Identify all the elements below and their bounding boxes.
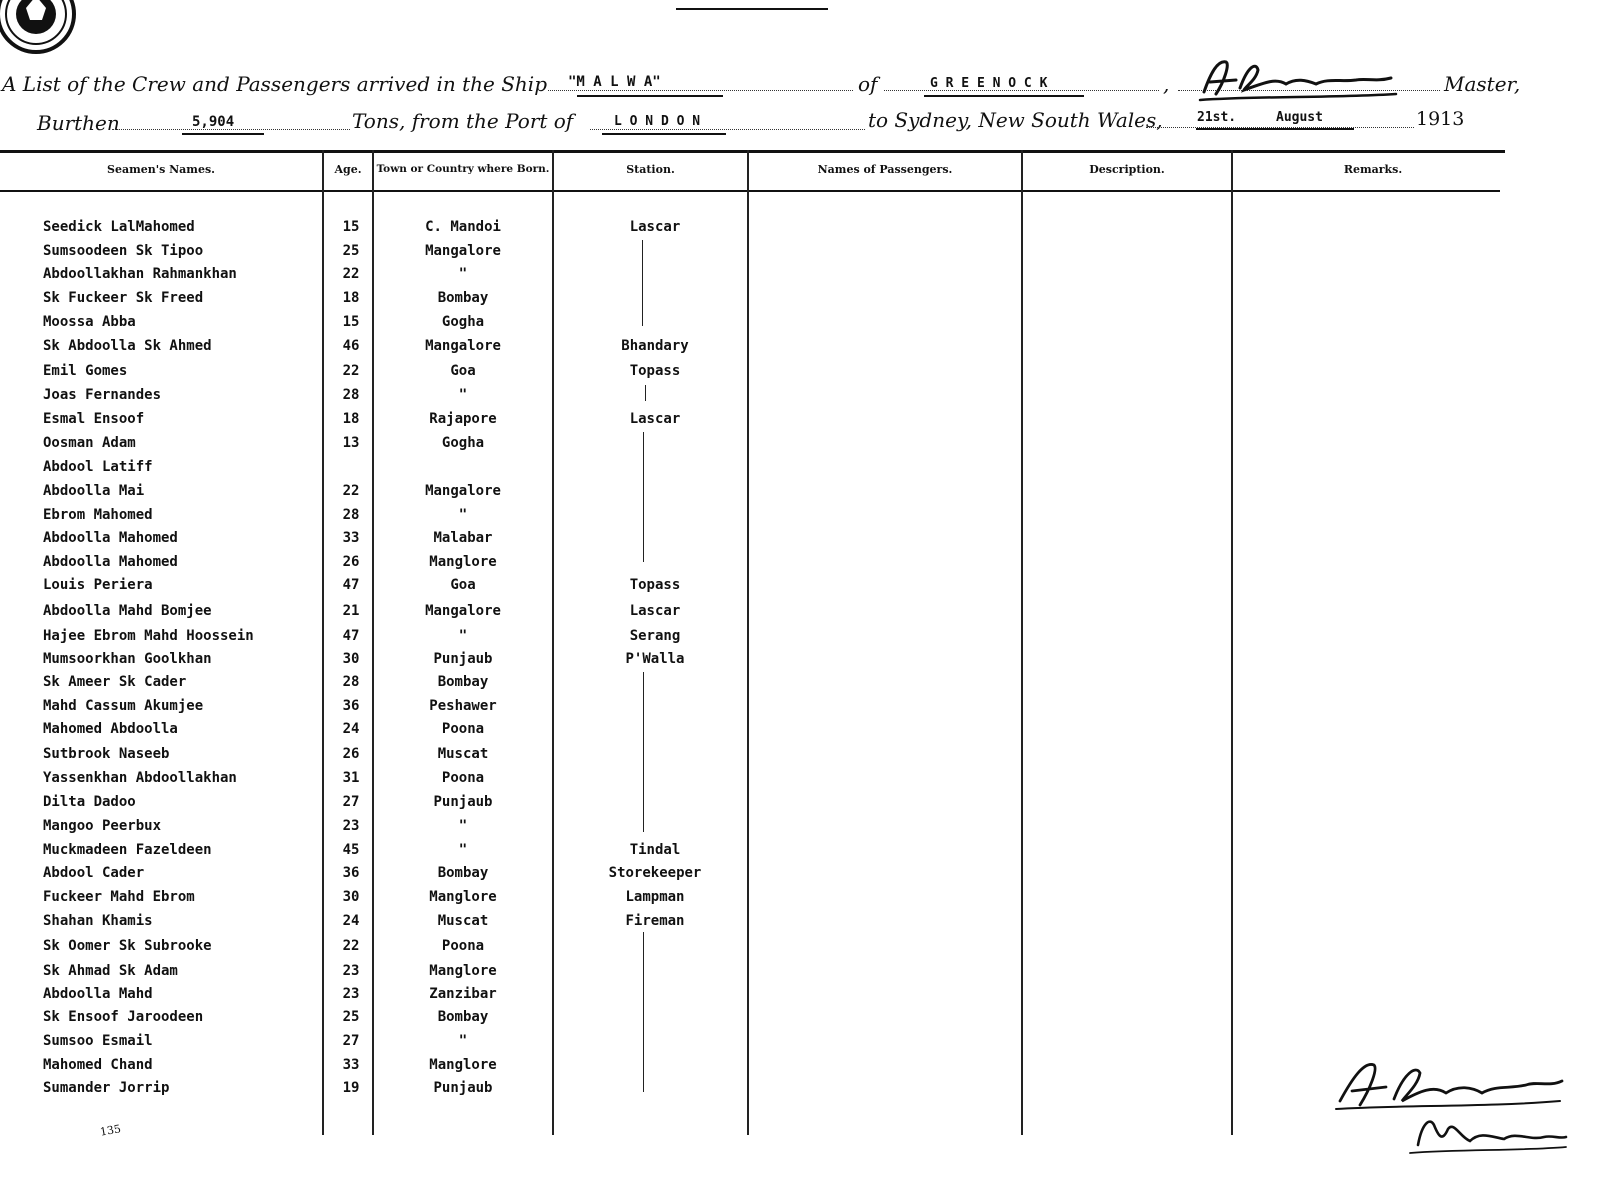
seaman-name: Ebrom Mahomed — [43, 507, 153, 523]
from-port: L O N D O N — [614, 114, 701, 129]
home-port-underline — [924, 95, 1084, 97]
birthplace: Muscat — [437, 746, 489, 762]
age: 19 — [342, 1080, 360, 1096]
master-label: Master, — [1444, 72, 1521, 96]
age: 25 — [342, 243, 360, 259]
birthplace: Punjaub — [433, 794, 493, 810]
birthplace: Goa — [450, 577, 476, 593]
master-signature-footer — [1330, 1045, 1570, 1165]
col-header-age: Age. — [334, 163, 362, 176]
age: 30 — [342, 889, 360, 905]
year: 1913 — [1416, 108, 1465, 130]
station: Lascar — [629, 603, 681, 619]
seaman-name: Sk Ameer Sk Cader — [43, 674, 187, 690]
age: 46 — [342, 338, 360, 354]
seaman-name: Sk Oomer Sk Subrooke — [43, 938, 212, 954]
birthplace: Bombay — [437, 1009, 489, 1025]
seaman-name: Moossa Abba — [43, 314, 136, 330]
birthplace: Zanzibar — [429, 986, 497, 1002]
station-ditto-line-5 — [643, 932, 644, 1092]
station: Serang — [629, 628, 681, 644]
birthplace: Poona — [441, 721, 485, 737]
age: 21 — [342, 603, 360, 619]
seaman-name: Sk Abdoolla Sk Ahmed — [43, 338, 212, 354]
seaman-name: Abdool Latiff — [43, 459, 153, 475]
birthplace: Bombay — [437, 290, 489, 306]
from-port-underline — [602, 133, 726, 135]
birthplace: Bombay — [437, 865, 489, 881]
birthplace: " — [458, 266, 468, 282]
birthplace: Punjaub — [433, 651, 493, 667]
birthplace: Mangalore — [425, 243, 501, 259]
tonnage: 5,904 — [192, 114, 235, 130]
station-ditto-line-4 — [643, 672, 644, 832]
birthplace: Muscat — [437, 913, 489, 929]
table-header-rule — [0, 190, 1500, 192]
seaman-name: Louis Periera — [43, 577, 153, 593]
col-header-passengers: Names of Passengers. — [817, 163, 953, 176]
birthplace: " — [458, 842, 468, 858]
seaman-name: Sumsoodeen Sk Tipoo — [43, 243, 204, 259]
date-underline — [1196, 128, 1354, 130]
seaman-name: Dilta Dadoo — [43, 794, 136, 810]
birthplace: C. Mandoi — [425, 219, 501, 235]
age: 25 — [342, 1009, 360, 1025]
station-ditto-line-3 — [643, 432, 644, 562]
seaman-name: Mahomed Chand — [43, 1057, 153, 1073]
birthplace: Manglore — [429, 963, 497, 979]
seaman-name: Sumsoo Esmail — [43, 1033, 153, 1049]
age: 15 — [342, 219, 360, 235]
birthplace: Manglore — [429, 889, 497, 905]
col-header-description: Description. — [1089, 163, 1165, 176]
birthplace: Mangalore — [425, 483, 501, 499]
margin-note: 135 — [99, 1122, 122, 1139]
seaman-name: Abdoolla Mahomed — [43, 530, 178, 546]
tons-from-port-label: Tons, from the Port of — [352, 109, 574, 133]
seaman-name: Abdoolla Mahd — [43, 986, 153, 1002]
birthplace: Poona — [441, 770, 485, 786]
seaman-name: Sk Ahmad Sk Adam — [43, 963, 178, 979]
seaman-name: Oosman Adam — [43, 435, 136, 451]
seaman-name: Mumsoorkhan Goolkhan — [43, 651, 212, 667]
seaman-name: Abdoolla Mahd Bomjee — [43, 603, 212, 619]
age: 26 — [342, 746, 360, 762]
age: 28 — [342, 674, 360, 690]
birthplace: Goa — [450, 363, 476, 379]
age: 18 — [342, 290, 360, 306]
seaman-name: Sutbrook Naseeb — [43, 746, 170, 762]
birthplace: Mangalore — [425, 603, 501, 619]
seaman-name: Esmal Ensoof — [43, 411, 145, 427]
seaman-name: Shahan Khamis — [43, 913, 153, 929]
age: 23 — [342, 986, 360, 1002]
seaman-name: Mahomed Abdoolla — [43, 721, 178, 737]
station: Tindal — [629, 842, 681, 858]
station: P'Walla — [625, 651, 685, 667]
age: 26 — [342, 554, 360, 570]
age: 33 — [342, 1057, 360, 1073]
master-signature-header — [1196, 52, 1406, 107]
seaman-name: Joas Fernandes — [43, 387, 162, 403]
seaman-name: Fuckeer Mahd Ebrom — [43, 889, 195, 905]
seaman-name: Sk Fuckeer Sk Freed — [43, 290, 204, 306]
age: 22 — [342, 363, 360, 379]
age: 30 — [342, 651, 360, 667]
birthplace: Rajapore — [429, 411, 497, 427]
comma: , — [1163, 72, 1170, 96]
birthplace: " — [458, 387, 468, 403]
age: 33 — [342, 530, 360, 546]
col-divider-remarks — [1231, 150, 1233, 1135]
age: 28 — [342, 387, 360, 403]
seaman-name: Abdoollakhan Rahmankhan — [43, 266, 237, 282]
age: 18 — [342, 411, 360, 427]
age: 36 — [342, 698, 360, 714]
birthplace: Peshawer — [429, 698, 497, 714]
station: Lascar — [629, 411, 681, 427]
col-header-town: Town or Country where Born. — [376, 163, 550, 175]
birthplace: Poona — [441, 938, 485, 954]
seaman-name: Yassenkhan Abdoollakhan — [43, 770, 237, 786]
birthplace: Malabar — [433, 530, 493, 546]
col-header-station: Station. — [626, 163, 675, 176]
age: 24 — [342, 913, 360, 929]
station-ditto-line-1 — [642, 240, 643, 326]
seaman-name: Muckmadeen Fazeldeen — [43, 842, 212, 858]
station: Lascar — [629, 219, 681, 235]
station: Lampman — [625, 889, 685, 905]
ship-name-dotline — [548, 90, 853, 91]
ship-name-underline — [577, 95, 723, 97]
seaman-name: Emil Gomes — [43, 363, 128, 379]
age: 22 — [342, 938, 360, 954]
birthplace: Bombay — [437, 674, 489, 690]
col-divider-station — [552, 150, 554, 1135]
seaman-name: Abdool Cader — [43, 865, 145, 881]
ship-name: "M A L W A" — [568, 74, 661, 90]
birthplace: " — [458, 507, 468, 523]
age: 13 — [342, 435, 360, 451]
tonnage-underline — [182, 133, 264, 135]
age: 47 — [342, 577, 360, 593]
age: 28 — [342, 507, 360, 523]
station: Topass — [629, 363, 681, 379]
age: 31 — [342, 770, 360, 786]
station: Bhandary — [621, 338, 689, 354]
official-seal — [0, 0, 82, 58]
station: Topass — [629, 577, 681, 593]
birthplace: Gogha — [441, 435, 485, 451]
station: Fireman — [625, 913, 685, 929]
table-top-rule — [0, 150, 1505, 153]
age: 24 — [342, 721, 360, 737]
to-sydney-label: to Sydney, New South Wales, — [868, 108, 1163, 132]
col-divider-description — [1021, 150, 1023, 1135]
top-rule — [676, 8, 828, 10]
age: 27 — [342, 1033, 360, 1049]
age: 27 — [342, 794, 360, 810]
station: Storekeeper — [608, 865, 702, 881]
header-line1-prefix: A List of the Crew and Passengers arrived in the Ship — [2, 72, 547, 96]
col-header-names: Seamen's Names. — [107, 163, 215, 176]
col-divider-age — [322, 150, 324, 1135]
home-port: G R E E N O C K — [930, 76, 1048, 91]
seaman-name: Sk Ensoof Jaroodeen — [43, 1009, 204, 1025]
birthplace: Punjaub — [433, 1080, 493, 1096]
seaman-name: Mangoo Peerbux — [43, 818, 162, 834]
seaman-name: Seedick LalMahomed — [43, 219, 195, 235]
age: 22 — [342, 483, 360, 499]
burthen-label: Burthen — [37, 111, 120, 135]
seaman-name: Abdoolla Mahomed — [43, 554, 178, 570]
age: 36 — [342, 865, 360, 881]
col-header-remarks: Remarks. — [1343, 163, 1403, 176]
age: 45 — [342, 842, 360, 858]
date-day: 21st. — [1197, 110, 1237, 125]
seaman-name: Hajee Ebrom Mahd Hoossein — [43, 628, 254, 644]
age: 23 — [342, 818, 360, 834]
birthplace: " — [458, 628, 468, 644]
age: 47 — [342, 628, 360, 644]
age: 23 — [342, 963, 360, 979]
of-label: of — [858, 72, 878, 96]
station-ditto-line-2 — [645, 385, 646, 401]
birthplace: Mangalore — [425, 338, 501, 354]
age: 15 — [342, 314, 360, 330]
from-port-dotline — [590, 129, 865, 130]
age: 22 — [342, 266, 360, 282]
birthplace: " — [458, 1033, 468, 1049]
seaman-name: Sumander Jorrip — [43, 1080, 170, 1096]
birthplace: " — [458, 818, 468, 834]
birthplace: Manglore — [429, 554, 497, 570]
seaman-name: Abdoolla Mai — [43, 483, 145, 499]
birthplace: Manglore — [429, 1057, 497, 1073]
seaman-name: Mahd Cassum Akumjee — [43, 698, 204, 714]
birthplace: Gogha — [441, 314, 485, 330]
date-month: August — [1276, 110, 1323, 125]
